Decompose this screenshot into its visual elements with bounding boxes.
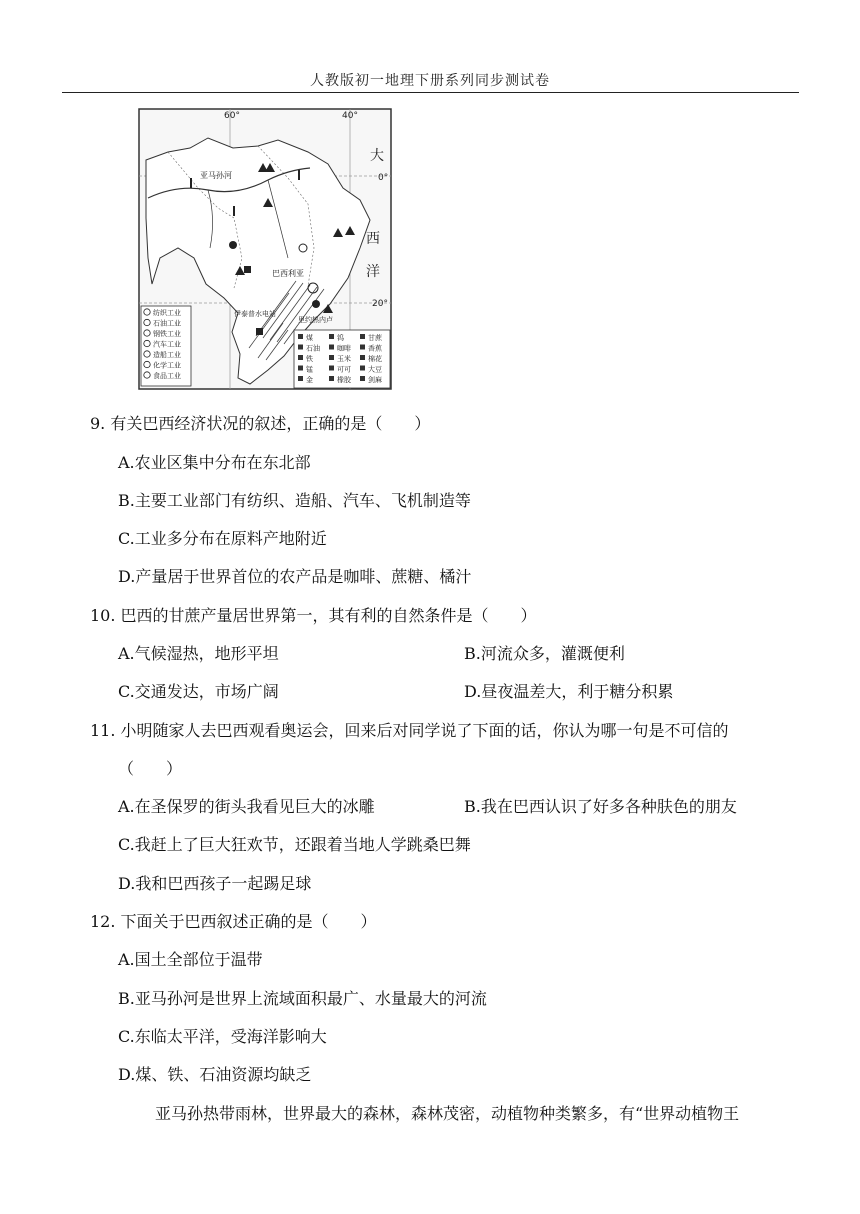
legend-industry-item: 石油工业 xyxy=(153,319,181,328)
question-10-option-a: A.气候湿热，地形平坦 xyxy=(118,644,279,663)
legend-resource-symbol xyxy=(360,334,365,339)
legend-resource-item: 剑麻 xyxy=(368,376,382,384)
legend-resource-item: 棉花 xyxy=(368,355,382,363)
legend-resource-item: 香蕉 xyxy=(368,344,382,353)
legend-resource-item: 橡胶 xyxy=(337,376,351,384)
legend-resource-item: 玉米 xyxy=(337,355,351,363)
question-10-option-c: C.交通发达，市场广阔 xyxy=(118,682,279,701)
question-11-stem-cont: （ ） xyxy=(118,759,183,778)
legend-industry-item: 食品工业 xyxy=(153,372,181,380)
legend-resource-item: 甘蔗 xyxy=(368,334,382,342)
question-10-option-d: D.昼夜温差大，利于糖分积累 xyxy=(464,682,674,701)
header-rule xyxy=(62,92,799,93)
question-12-option-d: D.煤、铁、石油资源均缺乏 xyxy=(118,1065,312,1084)
legend-resource-symbol xyxy=(360,355,365,360)
legend-resource-item: 煤 xyxy=(306,334,313,342)
legend-resource-item: 锰 xyxy=(306,365,313,374)
legend-industry-item: 钢铁工业 xyxy=(153,330,181,338)
legend-resource-symbol xyxy=(360,376,365,381)
page-header: 人教版初一地理下册系列同步测试卷 xyxy=(310,73,550,89)
legend-resource-symbol xyxy=(329,376,334,381)
map-label-lon60: 60° xyxy=(224,111,240,121)
question-10-option-b: B.河流众多，灌溉便利 xyxy=(464,644,625,663)
legend-resource-symbol xyxy=(298,376,303,381)
question-11-option-c: C.我赶上了巨大狂欢节，还跟着当地人学跳桑巴舞 xyxy=(118,835,471,854)
map-label-lat0: 0° xyxy=(378,173,389,183)
legend-resource-item: 金 xyxy=(306,376,313,384)
question-11-option-a: A.在圣保罗的街头我看见巨大的冰雕 xyxy=(118,797,375,816)
map-label-lon40: 40° xyxy=(342,111,358,121)
legend-resource-item: 大豆 xyxy=(368,365,382,374)
map-label-lat20: 20° xyxy=(372,299,388,309)
legend-resource-symbol xyxy=(360,366,365,371)
legend-resource-symbol xyxy=(298,334,303,339)
legend-resource-item: 可可 xyxy=(337,365,351,374)
map-label-rio: 里约热内卢 xyxy=(298,316,333,324)
legend-resource-symbol xyxy=(298,355,303,360)
question-9-option-b: B.主要工业部门有纺织、造船、汽车、飞机制造等 xyxy=(118,491,471,510)
legend-resource-symbol xyxy=(298,345,303,350)
map-label-ocean-3: 洋 xyxy=(366,264,380,280)
map-label-ocean-2: 西 xyxy=(366,231,380,247)
question-9-option-d: D.产量居于世界首位的农产品是咖啡、蔗糖、橘汁 xyxy=(118,567,472,586)
legend-resource-symbol xyxy=(360,345,365,350)
legend-resources xyxy=(298,333,383,384)
question-12-option-c: C.东临太平洋，受海洋影响大 xyxy=(118,1027,327,1046)
legend-industry-item: 纺织工业 xyxy=(153,309,181,317)
question-12-option-a: A.国土全部位于温带 xyxy=(118,950,263,969)
question-12-option-b: B.亚马孙河是世界上流域面积最广、水量最大的河流 xyxy=(118,989,487,1008)
reading-passage: 亚马孙热带雨林，世界最大的森林，森林茂密，动植物种类繁多，有“世界动植物王 xyxy=(155,1104,740,1123)
legend-industry-item: 汽车工业 xyxy=(153,340,181,349)
legend-resource-symbol xyxy=(298,366,303,371)
legend-resource-symbol xyxy=(329,345,334,350)
legend-resource-item: 石油 xyxy=(306,344,320,353)
question-9-stem: 9. 有关巴西经济状况的叙述，正确的是（ ） xyxy=(90,414,431,433)
brazil-economy-map xyxy=(138,108,392,390)
legend-resource-symbol xyxy=(329,366,334,371)
question-11-stem: 11. 小明随家人去巴西观看奥运会，回来后对同学说了下面的话，你认为哪一句是不可信的 xyxy=(90,721,729,740)
legend-resource-item: 钨 xyxy=(337,334,344,342)
question-11-option-d: D.我和巴西孩子一起踢足球 xyxy=(118,874,312,893)
legend-resource-symbol xyxy=(329,355,334,360)
map-label-river: 亚马孙河 xyxy=(200,171,232,180)
question-11-option-b: B.我在巴西认识了好多各种肤色的朋友 xyxy=(464,797,737,816)
legend-industry-item: 造船工业 xyxy=(153,351,181,359)
map-label-ocean-1: 大 xyxy=(370,148,384,164)
question-12-stem: 12. 下面关于巴西叙述正确的是（ ） xyxy=(90,912,377,931)
legend-resource-symbol xyxy=(329,334,334,339)
map-label-capital: 巴西利亚 xyxy=(272,269,304,278)
legend-resource-item: 铁 xyxy=(306,355,313,363)
question-10-stem: 10. 巴西的甘蔗产量居世界第一，其有利的自然条件是（ ） xyxy=(90,606,537,625)
question-9-option-c: C.工业多分布在原料产地附近 xyxy=(118,529,327,548)
question-9-option-a: A.农业区集中分布在东北部 xyxy=(118,453,311,472)
legend-resource-item: 咖啡 xyxy=(337,344,351,353)
map-label-dam: 伊泰普水电站 xyxy=(234,310,276,318)
legend-industry-item: 化学工业 xyxy=(153,361,181,370)
